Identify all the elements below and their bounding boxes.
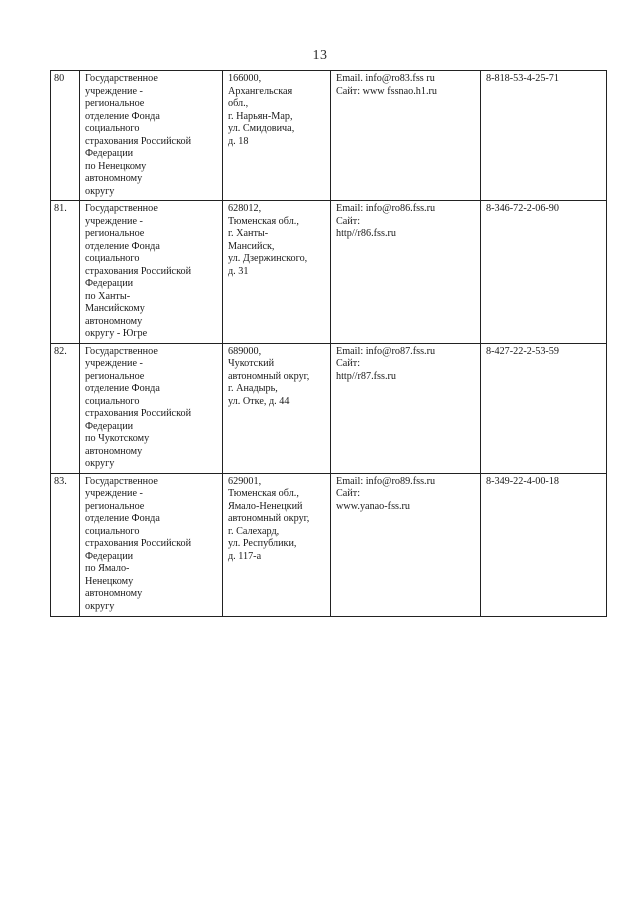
address-line: г. Ханты- [228, 228, 269, 239]
email-text: Email: info@ro86.fss.ru [336, 203, 436, 214]
name-line: учреждение - [85, 488, 143, 499]
address-line: 629001, [228, 475, 262, 487]
address-line: 628012, [228, 203, 262, 214]
postal-address [223, 201, 331, 344]
fss-branches-table [50, 70, 607, 617]
name-line: округу [85, 185, 115, 197]
name-line: отделение Фонда [85, 513, 160, 524]
postal-address [223, 343, 331, 473]
name-line: социального [85, 525, 140, 537]
postal-address [223, 473, 331, 616]
phone-number: 8-818-53-4-25-71 [481, 71, 607, 201]
name-line: по Ханты- [85, 290, 131, 302]
name-line: региональное [85, 98, 145, 109]
email-text: Email. info@ro83.fss ru [336, 73, 435, 84]
name-line: по Ненецкому [85, 160, 147, 172]
website-text: http//r86.fss.ru [336, 228, 396, 239]
contacts [331, 473, 481, 616]
address-line: ул. Дзержинского, [228, 253, 308, 264]
row-number: 83. [51, 473, 80, 616]
address-line: обл., [228, 98, 249, 109]
name-line: округу [85, 600, 115, 612]
name-line: социального [85, 395, 140, 407]
organization-name [80, 201, 223, 344]
organization-name [80, 473, 223, 616]
name-line: Федерации [85, 420, 134, 432]
name-line: Федерации [85, 278, 134, 289]
name-line: учреждение - [85, 358, 143, 369]
website-text: Сайт: www fssnao.h1.ru [336, 85, 438, 97]
table-row [51, 343, 607, 473]
contacts [331, 71, 481, 201]
address-line: Архангельская [228, 85, 293, 97]
address-line: Тюменская обл., [228, 488, 299, 499]
name-line: социального [85, 123, 140, 134]
name-line: отделение Фонда [85, 110, 160, 122]
name-line: автономному [85, 173, 143, 184]
row-number: 82. [51, 343, 80, 473]
name-line: Государственное [85, 475, 158, 487]
address-line: д. 117-а [228, 550, 262, 562]
name-line: учреждение - [85, 85, 143, 97]
name-line: Федерации [85, 550, 134, 562]
row-number: 80 [51, 71, 80, 201]
address-line: ул. Смидовича, [228, 123, 295, 134]
phone-number: 8-346-72-2-06-90 [481, 201, 607, 344]
page-number: 13 [312, 48, 328, 63]
website-label: Сайт: [336, 215, 361, 227]
name-line: автономному [85, 588, 143, 599]
address-line: 166000, [228, 73, 262, 84]
phone-number: 8-427-22-2-53-59 [481, 343, 607, 473]
email-text: Email: info@ro87.fss.ru [336, 345, 436, 357]
name-line: округу [85, 458, 115, 469]
name-line: Федерации [85, 148, 134, 159]
name-line: социального [85, 253, 140, 264]
website-text: http//r87.fss.ru [336, 370, 396, 382]
email-text: Email: info@ro89.fss.ru [336, 475, 436, 487]
address-line: Ямало-Ненецкий [228, 500, 303, 512]
row-number: 81. [51, 201, 80, 344]
name-line: Государственное [85, 345, 158, 357]
address-line: автономный округ, [228, 513, 310, 524]
address-line: Мансийск, [228, 240, 275, 252]
address-line: автономный округ, [228, 370, 310, 382]
organization-name [80, 343, 223, 473]
name-line: Ненецкому [85, 575, 134, 587]
website-text: www.yanao-fss.ru [336, 500, 411, 512]
name-line: по Чукотскому [85, 433, 150, 444]
name-line: страхования Российской [85, 135, 192, 147]
name-line: учреждение - [85, 215, 143, 227]
name-line: Государственное [85, 73, 158, 84]
name-line: Мансийскому [85, 303, 145, 314]
name-line: автономному [85, 445, 143, 457]
name-line: страхования Российской [85, 408, 192, 419]
name-line: автономному [85, 315, 143, 327]
name-line: Государственное [85, 203, 158, 214]
table-row [51, 473, 607, 616]
address-line: г. Анадырь, [228, 383, 278, 394]
address-line: г. Нарьян-Мар, [228, 110, 293, 122]
address-line: д. 31 [228, 265, 249, 277]
table-row [51, 71, 607, 201]
name-line: округу - Югре [85, 328, 148, 339]
name-line: региональное [85, 500, 145, 512]
address-line: 689000, [228, 345, 262, 357]
organization-name [80, 71, 223, 201]
address-line: Тюменская обл., [228, 215, 299, 227]
address-line: Чукотский [228, 358, 275, 369]
name-line: по Ямало- [85, 563, 130, 574]
name-line: региональное [85, 228, 145, 239]
contacts [331, 201, 481, 344]
contacts [331, 343, 481, 473]
name-line: отделение Фонда [85, 240, 160, 252]
name-line: отделение Фонда [85, 383, 160, 394]
address-line: г. Салехард, [228, 525, 280, 537]
name-line: региональное [85, 370, 145, 382]
address-line: ул. Республики, [228, 538, 297, 549]
phone-number: 8-349-22-4-00-18 [481, 473, 607, 616]
website-label: Сайт: [336, 488, 361, 499]
name-line: страхования Российской [85, 538, 192, 549]
name-line: страхования Российской [85, 265, 192, 277]
table-row [51, 201, 607, 344]
address-line: ул. Отке, д. 44 [228, 395, 290, 407]
address-line: д. 18 [228, 135, 249, 147]
website-label: Сайт: [336, 358, 361, 369]
postal-address [223, 71, 331, 201]
